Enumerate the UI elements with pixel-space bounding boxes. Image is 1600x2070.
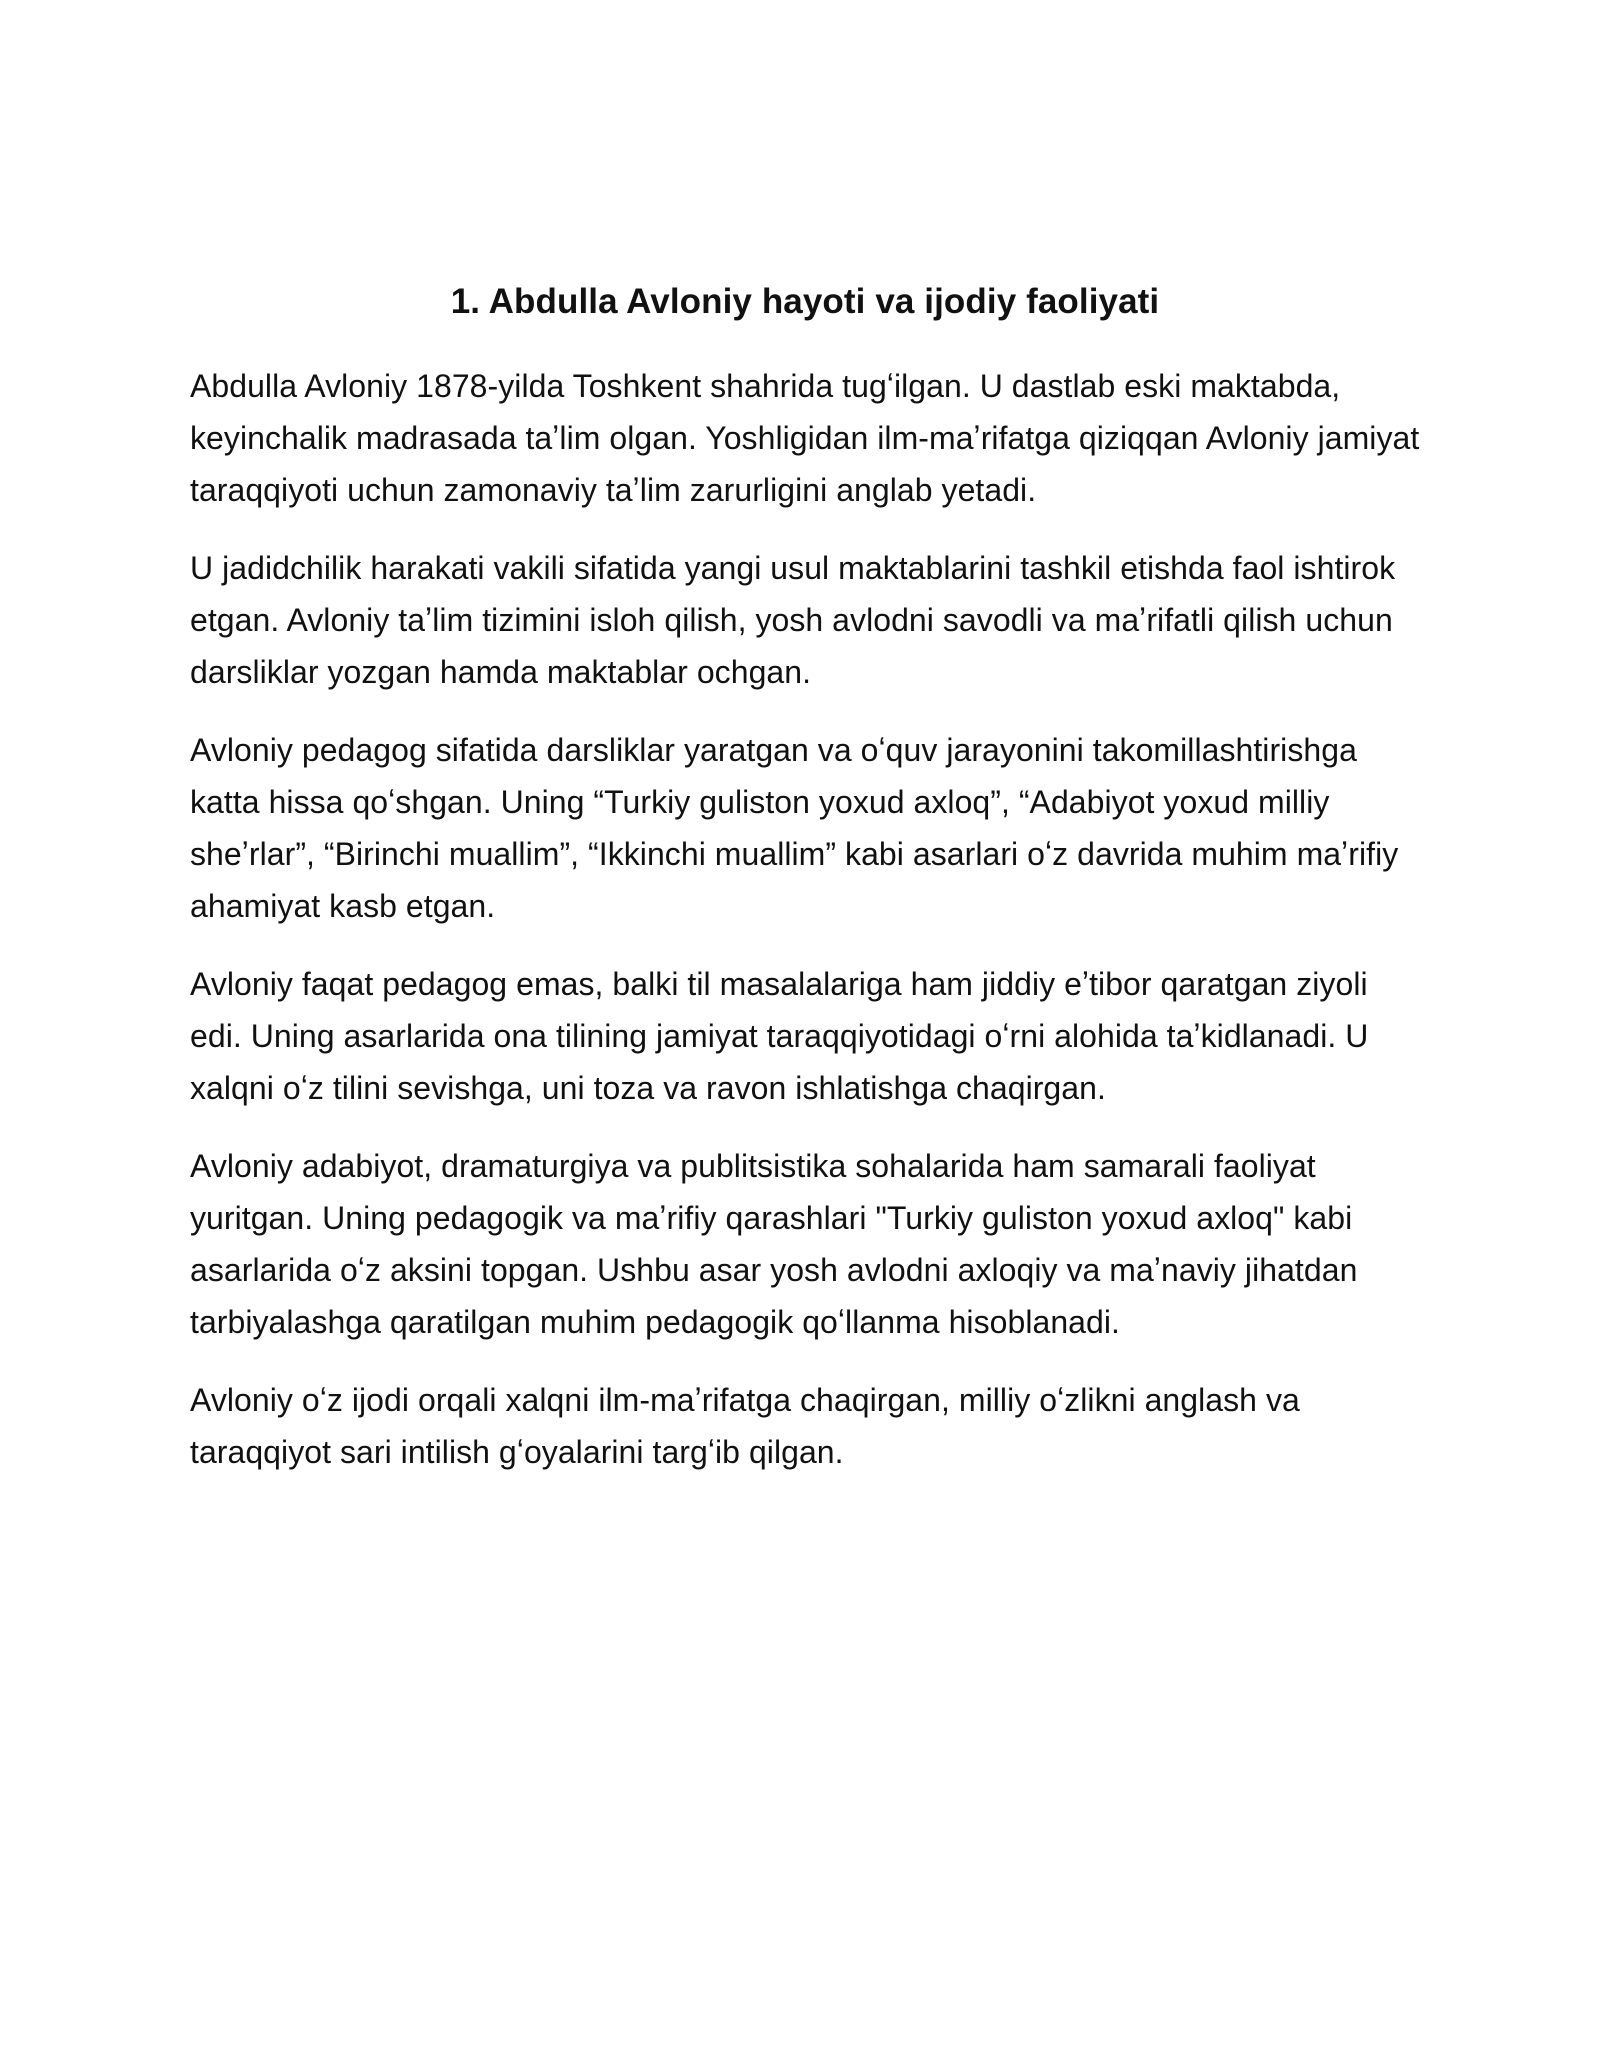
paragraph: Avloniy pedagog sifatida darsliklar yaratgan va oʻquv jarayonini takomillashtirishga katta hissa qoʻshgan. Uning “Turkiy guliston yoxud axloq”, “Adabiyot yoxud milliy sheʼrlar”, “Birinchi muallim”, “Ikkinchi muallim” kabi asarlari oʻz davrida muhim maʼrifiy ahamiyat kasb etgan. [190,732,1399,924]
paragraph: Avloniy faqat pedagog emas, balki til masalalariga ham jiddiy eʼtibor qaratgan ziyoli edi. Uning asarlarida ona tilining jamiyat taraqqiyotidagi oʻrni alohida taʼkidlanadi. U xalqni oʻz tilini sevishga, uni toza va ravon ishlatishga chaqirgan. [190,966,1369,1106]
paragraph: Abdulla Avloniy 1878-yilda Toshkent shahrida tugʻilgan. U dastlab eski maktabda, keyinchalik madrasada taʼlim olgan. Yoshligidan ilm-maʼrifatga qiziqqan Avloniy jamiyat taraqqiyoti uchun zamonaviy taʼlim zarurligini anglab yetadi. [190,368,1420,508]
document-title: 1. Abdulla Avloniy hayoti va ijodiy faoliyati [450,282,1160,321]
document-body [190,270,1420,1504]
paragraph: Avloniy adabiyot, dramaturgiya va publitsistika sohalarida ham samarali faoliyat yuritgan. Uning pedagogik va maʼrifiy qarashlari "Turkiy guliston yoxud axloq" kabi asarlarida oʻz aksini topgan. Ushbu asar yosh avlodni axloqiy va maʼnaviy jihatdan tarbiyalashga qaratilgan muhim pedagogik qoʻllanma hisoblanadi. [190,1148,1358,1340]
paragraph: Avloniy oʻz ijodi orqali xalqni ilm-maʼrifatga chaqirgan, milliy oʻzlikni anglash va taraqqiyot sari intilish gʻoyalarini targʻib qilgan. [190,1382,1300,1470]
paragraph: U jadidchilik harakati vakili sifatida yangi usul maktablarini tashkil etishda faol ishtirok etgan. Avloniy taʼlim tizimini isloh qilish, yosh avlodni savodli va maʼrifatli qilish uchun darsliklar yozgan hamda maktablar ochgan. [190,550,1396,690]
